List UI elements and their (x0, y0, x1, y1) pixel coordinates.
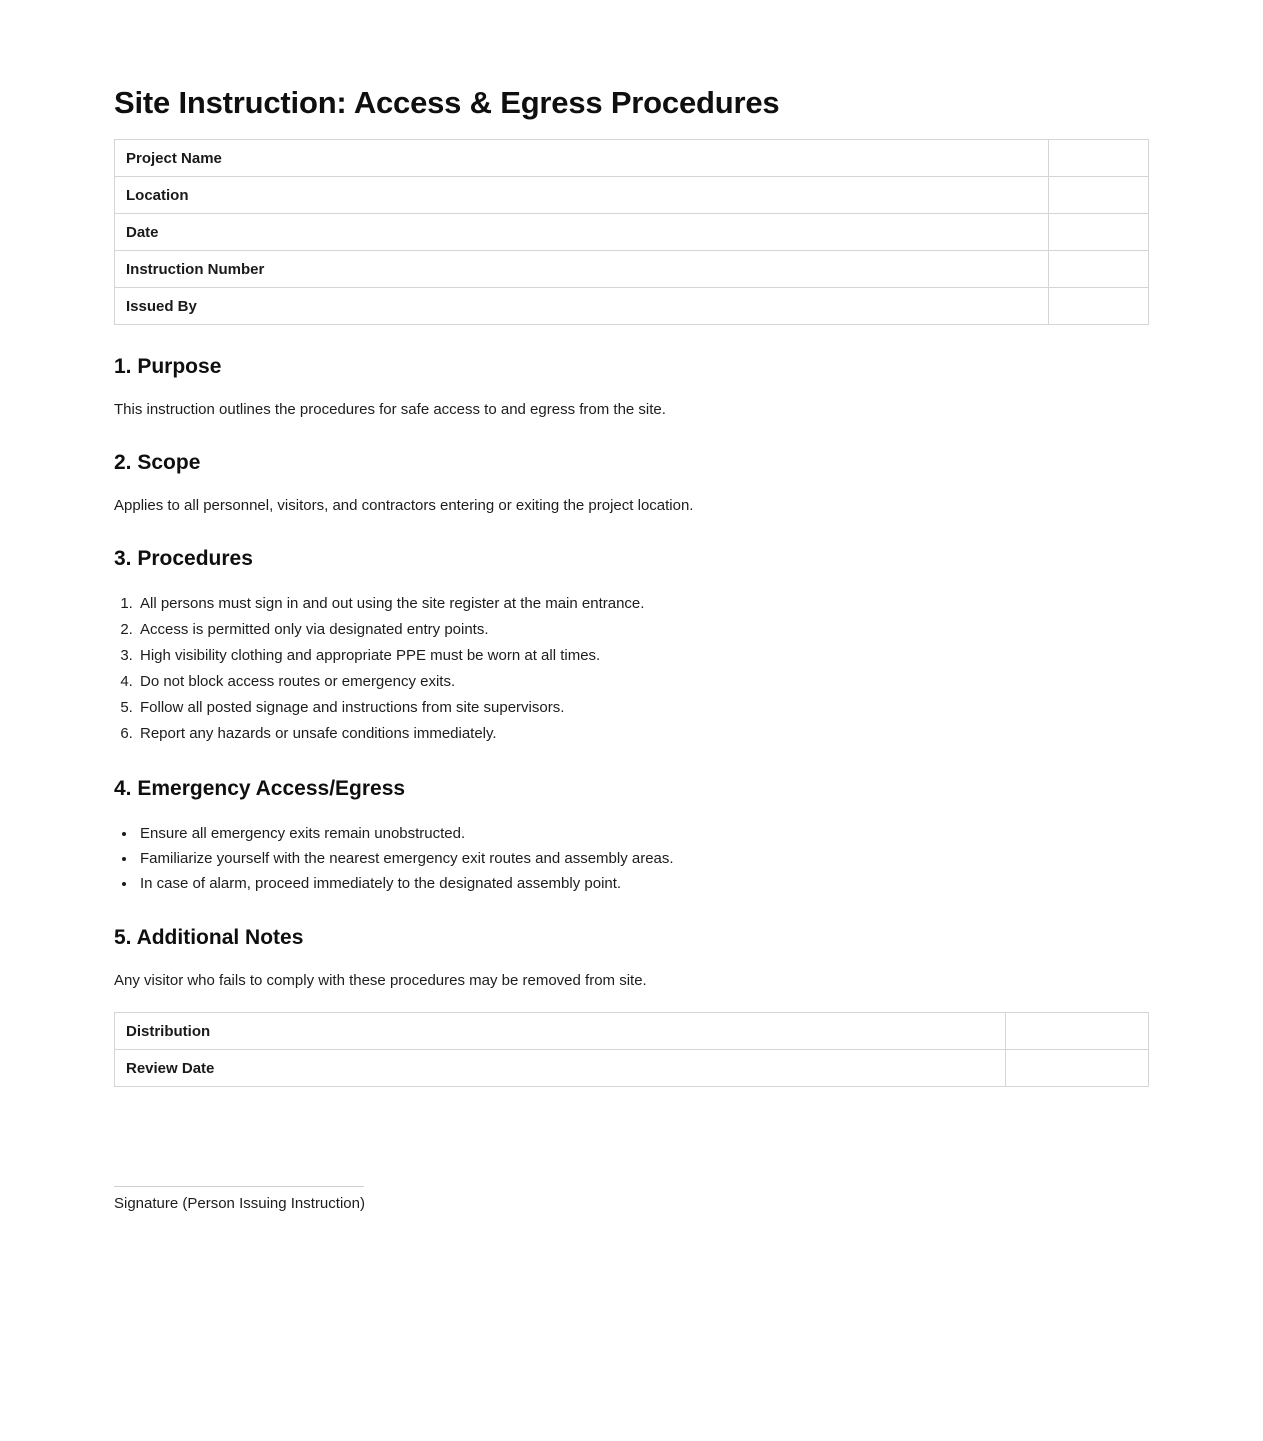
footer-value-distribution (1006, 1013, 1149, 1050)
procedure-item: 3. High visibility clothing and appropriate PPE must be worn at all times. (137, 643, 1149, 669)
info-label-issued-by: Issued By (115, 288, 1049, 325)
info-value-date (1049, 214, 1149, 251)
section-purpose (114, 354, 1149, 421)
signature-label: Signature (Person Issuing Instruction) (114, 1195, 365, 1212)
emergency-item: • Ensure all emergency exits remain unobstructed. (137, 821, 1149, 846)
table-row (115, 214, 1149, 251)
procedure-item: 4. Do not block access routes or emergency exits. (137, 669, 1149, 695)
section-additional-notes (114, 925, 1149, 992)
table-row (115, 251, 1149, 288)
table-row (115, 288, 1149, 325)
info-value-project-name (1049, 140, 1149, 177)
signature-line (114, 1186, 364, 1187)
info-label-instruction-number: Instruction Number (115, 251, 1049, 288)
table-row (115, 1050, 1149, 1087)
emergency-item: • Familiarize yourself with the nearest emergency exit routes and assembly areas. (137, 846, 1149, 871)
signature-block (114, 1186, 1149, 1215)
procedure-item: 5. Follow all posted signage and instructions from site supervisors. (137, 695, 1149, 721)
info-table (114, 139, 1149, 325)
procedure-item: 1. All persons must sign in and out using the site register at the main entrance. (137, 591, 1149, 617)
emergency-item: • In case of alarm, proceed immediately to the designated assembly point. (137, 871, 1149, 896)
emergency-list (114, 821, 1149, 896)
table-row (115, 1013, 1149, 1050)
info-label-location: Location (115, 177, 1049, 214)
info-label-date: Date (115, 214, 1049, 251)
table-row (115, 177, 1149, 214)
footer-label-distribution: Distribution (115, 1013, 1006, 1050)
footer-value-review-date (1006, 1050, 1149, 1087)
section-heading-purpose: 1. Purpose (114, 355, 222, 378)
section-emergency (114, 776, 1149, 896)
footer-label-review-date: Review Date (115, 1050, 1006, 1087)
procedures-list (114, 591, 1149, 747)
section-text-additional-notes: Any visitor who fails to comply with these procedures may be removed from site. (114, 972, 647, 989)
section-heading-emergency: 4. Emergency Access/Egress (114, 777, 406, 800)
table-row (115, 140, 1149, 177)
section-text-scope: Applies to all personnel, visitors, and contractors entering or exiting the project location. (114, 497, 694, 514)
section-procedures (114, 546, 1149, 747)
procedure-item: 6. Report any hazards or unsafe conditions immediately. (137, 721, 1149, 747)
info-value-issued-by (1049, 288, 1149, 325)
section-heading-procedures: 3. Procedures (114, 547, 253, 570)
info-label-project-name: Project Name (115, 140, 1049, 177)
section-text-purpose: This instruction outlines the procedures for safe access to and egress from the site. (114, 401, 666, 418)
procedure-item: 2. Access is permitted only via designated entry points. (137, 617, 1149, 643)
footer-table (114, 1012, 1149, 1087)
info-value-instruction-number (1049, 251, 1149, 288)
section-scope (114, 450, 1149, 517)
info-value-location (1049, 177, 1149, 214)
page-title: Site Instruction: Access & Egress Procedures (114, 85, 780, 120)
section-heading-additional-notes: 5. Additional Notes (114, 926, 304, 949)
section-heading-scope: 2. Scope (114, 451, 201, 474)
